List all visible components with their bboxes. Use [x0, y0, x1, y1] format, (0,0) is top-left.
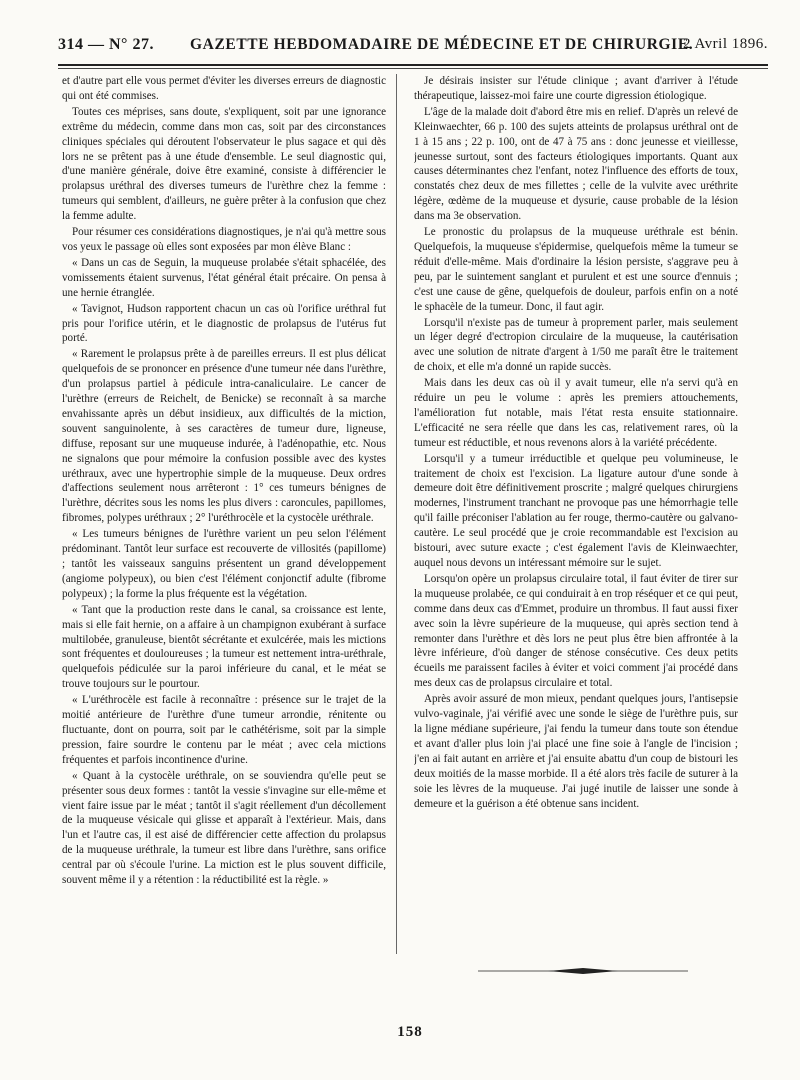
paragraph: et d'autre part elle vous permet d'éviter les diverses erreurs de diagnostic qui ont été commises. — [62, 75, 386, 102]
journal-title: GAZETTE HEBDOMADAIRE DE MÉDECINE ET DE CHIRURGIE. — [190, 36, 694, 53]
paragraph: Lorsqu'il y a tumeur irréductible et quelque peu volumineuse, le traitement de choix est l'excision. La ligature autour d'une sonde à demeure doit être définitivement proscrite ; malgré quelques chirurgiens modernes, l'instrument tranchant ne provoque pas une hémorrhagie telle qu'il faille préconiser l'ablation au fer rouge, thermo-cautère ou galvano-cautère. Le seul procédé que je croie recommandable est l'excision au bistouri, avec suture exacte ; c'est également l'avis de Kleinwaechter, auquel nous devons un intéressant mémoire sur le sujet. — [414, 452, 738, 569]
header-rule-thick — [58, 64, 768, 66]
paragraph: Après avoir assuré de mon mieux, pendant quelques jours, l'antisepsie vulvo-vaginale, j'ai vérifié avec une sonde le siège de l'urèthre puis, sur la ligne médiane supérieure, j'ai fendu la tumeur dans toute son étendue et avant d'aller plus loin j'ai placé une fine soie à l'angle de l'incision ; j'en ai fait autant en arrière et j'ai ensuite abattu d'un coup de bistouri les deux moitiés de la masse morbide. Il a été alors très facile de suturer à la soie les lèvres de la muqueuse. J'ai jugé inutile de laisser une sonde à demeure et la guérison a été obtenue sans incident. — [414, 693, 738, 810]
paragraph: Lorsqu'il n'existe pas de tumeur à proprement parler, mais seulement un léger degré d'ectropion circulaire de la muqueuse, la cautérisation avec une solution de nitrate d'argent à 1/50 me paraît être le traitement de choix, et elle m'a donné un rapide succès. — [414, 316, 738, 374]
left-column — [62, 74, 386, 944]
paragraph: « Quant à la cystocèle uréthrale, on se souviendra qu'elle peut se présenter sous deux formes : tantôt la vessie s'invagine sur elle-même et vient faire issue par le méat ; tantôt il s'agit réellement d'un décollement de la muqueuse vésicale qui glisse et apparaît à l'extérieur. Mais, dans l'un et l'autre cas, il est aisé de différencier cette affection du prolapsus de la muqueuse uréthrale, la tumeur est libre dans l'urèthre, sans orifice central par où s'écoule l'urine. La miction est le plus souvent difficile, souvent même il y a rétention : la réductibilité est la règle. » — [62, 769, 386, 887]
paragraph: Pour résumer ces considérations diagnostiques, je n'ai qu'à mettre sous vos yeux le passage où elles sont exposées par mon élève Blanc : — [62, 226, 386, 253]
paragraph: « Rarement le prolapsus prête à de pareilles erreurs. Il est plus délicat quelquefois de se prononcer en présence d'une tumeur née dans l'urèthre, d'un prolapsus partiel à pédicule intra-canaliculaire. Le cancer de l'urèthre (erreurs de Reichelt, de Benicke) se reconnaît à sa marche envahissante après un début insidieux, aux difficultés de la miction, souvent sanguinolente, à ses caractères de tumeur dure, ligneuse, diffuse, reposant sur une muqueuse indurée, à l'adénopathie, etc. Nous ne signalons que pour mémoire la confusion possible avec des kystes uréthraux, avec une hypertrophie simple de la muqueuse. Deux ordres d'affections seulement nous arrêteront : 1° ces tumeurs bénignes de l'urèthre, décrites sous les noms les plus divers : caroncules, papillomes, fibromes, polypes uréthraux ; 2° l'uréthrocèle et la cystocèle uréthrale. — [62, 348, 386, 525]
end-of-article-ornament — [478, 966, 688, 976]
paragraph: « Tavignot, Hudson rapportent chacun un cas où l'orifice uréthral fut pris pour l'orifice utérin, et le diagnostic de prolapsus de l'utérus fut porté. — [62, 302, 386, 345]
paragraph: Lorsqu'on opère un prolapsus circulaire total, il faut éviter de tirer sur la muqueuse prolabée, ce qui conduirait à en trop réséquer et ce qui peut, comme dans deux cas d'Emmet, produire un thrombus. Il faut aussi fixer avec soin la lèvre supérieure de la muqueuse, qui après section tend à remonter dans l'urèthre et dès lors ne peut plus être bien affrontée à la lèvre inférieure, d'où danger de sténose consécutive. Ces deux petits écueils me paraissent faciles à éviter et voici comment j'ai procédé dans mes deux cas de prolapsus circulaire et total. — [414, 572, 738, 690]
paragraph: Mais dans les deux cas où il y avait tumeur, elle n'a servi qu'à en réduire un peu le volume : après les premiers attouchements, l'amélioration fut notable, mais l'état resta ensuite stationnaire. L'efficacité ne sera réelle que dans les cas, relativement rares, où la tumeur est réductible, et nous revenons alors à la variété précédente. — [414, 377, 738, 449]
page-issue-number: 314 — N° 27. — [58, 36, 154, 53]
paragraph: « Les tumeurs bénignes de l'urèthre varient un peu selon l'élément prédominant. Tantôt leur surface est recouverte de villosités (papillome) ; tantôt les vaisseaux sanguins présentent un grand développement (angiome polypeux), ou bien c'est l'élément conjonctif adulte (fibrome polypeux) ; la forme la plus fréquente est la végétation. — [62, 528, 386, 600]
paragraph: Je désirais insister sur l'étude clinique ; avant d'arriver à l'étude thérapeutique, laissez-moi faire une courte digression étiologique. — [414, 75, 738, 102]
paragraph: « L'uréthrocèle est facile à reconnaître : présence sur le trajet de la moitié antérieure de l'urèthre d'une tumeur arrondie, rénitente ou fluctuante, dont on pourra, soit par le cathétérisme, soit par la simple pression, faire sourdre le contenu par le méat ; avec cela mictions fréquentes et parfois incontinence d'urine. — [62, 694, 386, 766]
column-divider — [396, 74, 397, 954]
right-column — [414, 74, 738, 944]
paragraph: « Tant que la production reste dans le canal, sa croissance est lente, mais si elle fait hernie, on a affaire à un champignon exubérant à surface multilobée, granuleuse, bientôt sécrétante et exulcérée, mais les mictions sont fréquentes et douloureuses ; la tumeur est nettement intra-uréthrale, quelquefois pédiculée sur la paroi inférieure du canal, et le méat se trouve toujours sur le pourtour. — [62, 603, 386, 691]
header-rule-thin — [58, 68, 768, 69]
issue-date: 2 Avril 1896. — [683, 36, 768, 52]
paragraph: Toutes ces méprises, sans doute, s'expliquent, soit par une ignorance extrême du médecin, comme dans mon cas, soit par des circonstances cliniques spéciales qui déroutent l'observateur le plus sagace et qui dès lors ne se prêtent pas à une étude d'ensemble. Le seul diagnostic qui, d'une manière générale, doive être examiné, consiste à différencier le prolapsus uréthral des diverses tumeurs de l'urèthre chez la femme : tumeurs qui semblent, d'ailleurs, ne guère prêter à la confusion que chez la femme adulte. — [62, 105, 386, 223]
paragraph: Le pronostic du prolapsus de la muqueuse uréthrale est bénin. Quelquefois, la muqueuse s'épidermise, quelquefois même la tumeur se réduit d'elle-même. Mais d'ordinaire la lésion persiste, s'aggrave peu à peu, par le suintement sanglant et purulent et est une source d'ennuis ; c'est une cause de gêne, quelquefois de douleur, parfois enfin on a noté le sphacèle de la tumeur. Donc, il faut agir. — [414, 226, 738, 313]
paragraph: « Dans un cas de Seguin, la muqueuse prolabée s'était sphacélée, des vomissements étaient survenus, l'état général était précaire. On pensa à une hernie étranglée. — [62, 256, 386, 299]
paragraph: L'âge de la malade doit d'abord être mis en relief. D'après un relevé de Kleinwaechter, 66 p. 100 des sujets atteints de prolapsus uréthral ont de 1 à 15 ans ; 22 p. 100, ont de 47 à 75 ans : donc jeunesse et vieillesse, jeunesse surtout, sont des facteurs étiologiques importants. Quant aux causes déterminantes chez l'enfant, notez l'influence des efforts de toux, constatés chez deux de mes fillettes ; celle de la vulvite avec uréthrite légère, œdème de la muqueuse et dysurie, cause probable de la lésion dans ma 3e observation. — [414, 105, 738, 223]
page-number: 158 — [397, 1024, 423, 1040]
running-header — [58, 36, 768, 60]
